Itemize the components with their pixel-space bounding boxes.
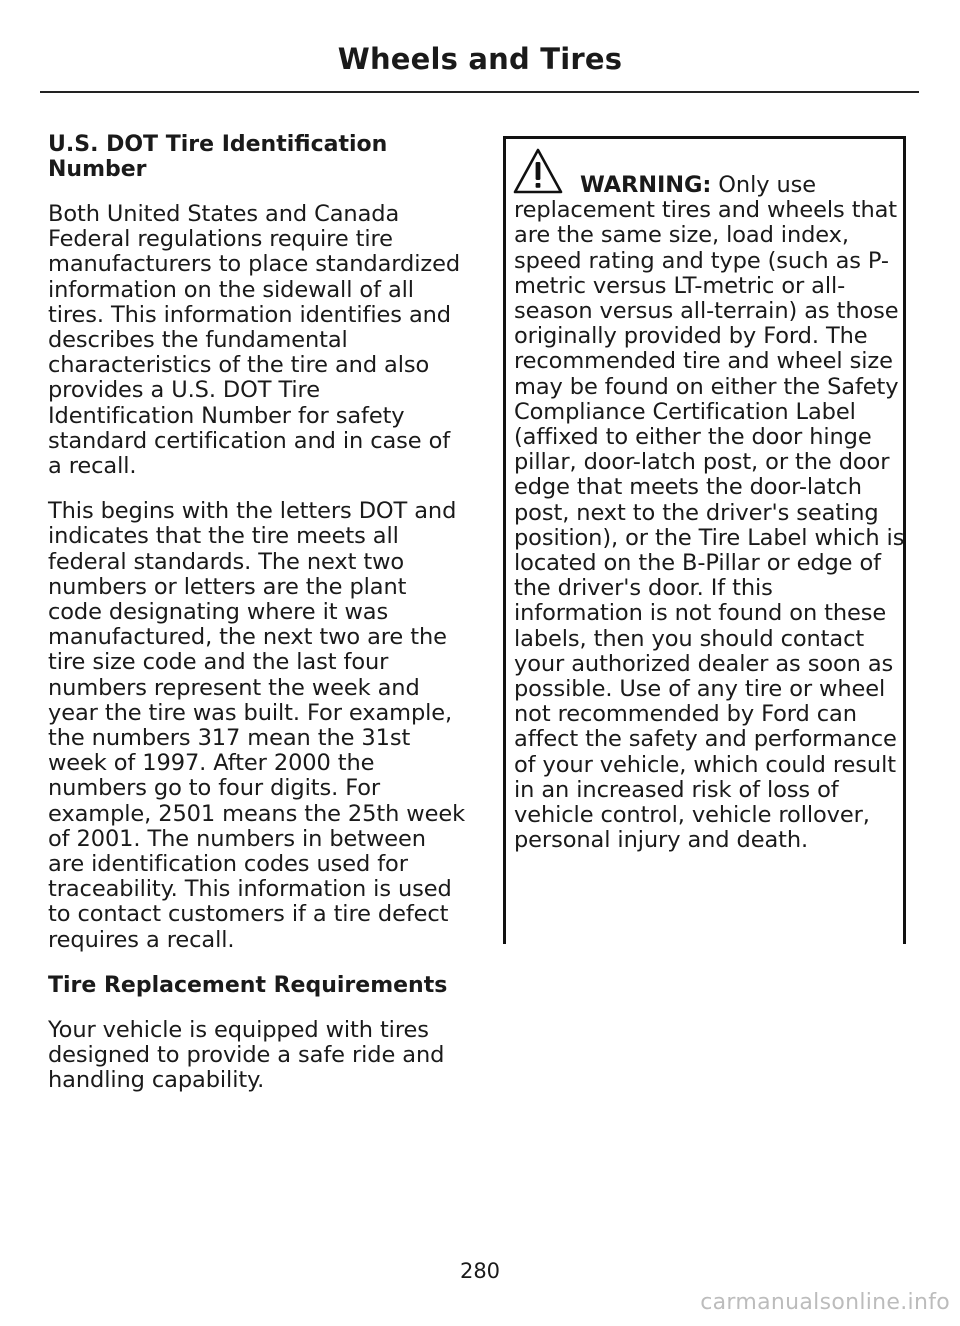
page-number: 280 xyxy=(459,1259,501,1283)
paragraph-regulations: Both United States and Canada Federal regulations require tire manufacturers to place standardized information on the sidewall of all tires. This information identifies and describes the fundamental characteristics of the tire and also provides a U.S. DOT Tire Identification Number for safety standard certification and in case of a recall. xyxy=(48,201,461,480)
left-column xyxy=(48,132,466,1114)
page-title: Wheels and Tires xyxy=(337,42,623,76)
warning-text xyxy=(514,173,906,853)
section-heading-dot-tire-id: U.S. DOT Tire Identification Number xyxy=(48,132,388,182)
warning-box xyxy=(503,136,906,944)
warning-body: Only use replacement tires and wheels that are the same size, load index, speed rating and type (such as P-metric versus LT-metric or all-season versus all-terrain) as those originally provided by Ford. The recommended tire and wheel size may be found on either the Safety Compliance Certification Label (affixed to either the door hinge pillar, door-latch post, or the door edge that meets the door-latch post, next to the driver's seating position), or the Tire Label which is located on the B-Pillar or edge of the driver's door. If this information is not found on these labels, then you should contact your authorized dealer as soon as possible. Use of any tire or wheel not recommended by Ford can affect the safety and performance of your vehicle, which could result in an increased risk of loss of vehicle control, vehicle rollover, personal injury and death. xyxy=(514,172,905,854)
paragraph-tire-equipment: Your vehicle is equipped with tires designed to provide a safe ride and handling capability. xyxy=(48,1016,445,1094)
paragraph-dot-code: This begins with the letters DOT and indicates that the tire meets all federal standards. The next two numbers or letters are the plant code designating where it was manufactured, the next two are the tire size code and the last four numbers represent the week and year the tire was built. For example, the numbers 317 mean the 31st week of 1997. After 2000 the numbers go to four digits. For example, 2501 means the 25th week of 2001. The numbers in between are identification codes used for traceability. This information is used to contact customers if a tire defect requires a recall. xyxy=(48,498,466,953)
watermark: carmanualsonline.info xyxy=(700,1290,950,1315)
header-divider xyxy=(40,91,919,93)
section-heading-tire-replacement: Tire Replacement Requirements xyxy=(48,972,448,998)
warning-label: WARNING: xyxy=(580,172,712,198)
